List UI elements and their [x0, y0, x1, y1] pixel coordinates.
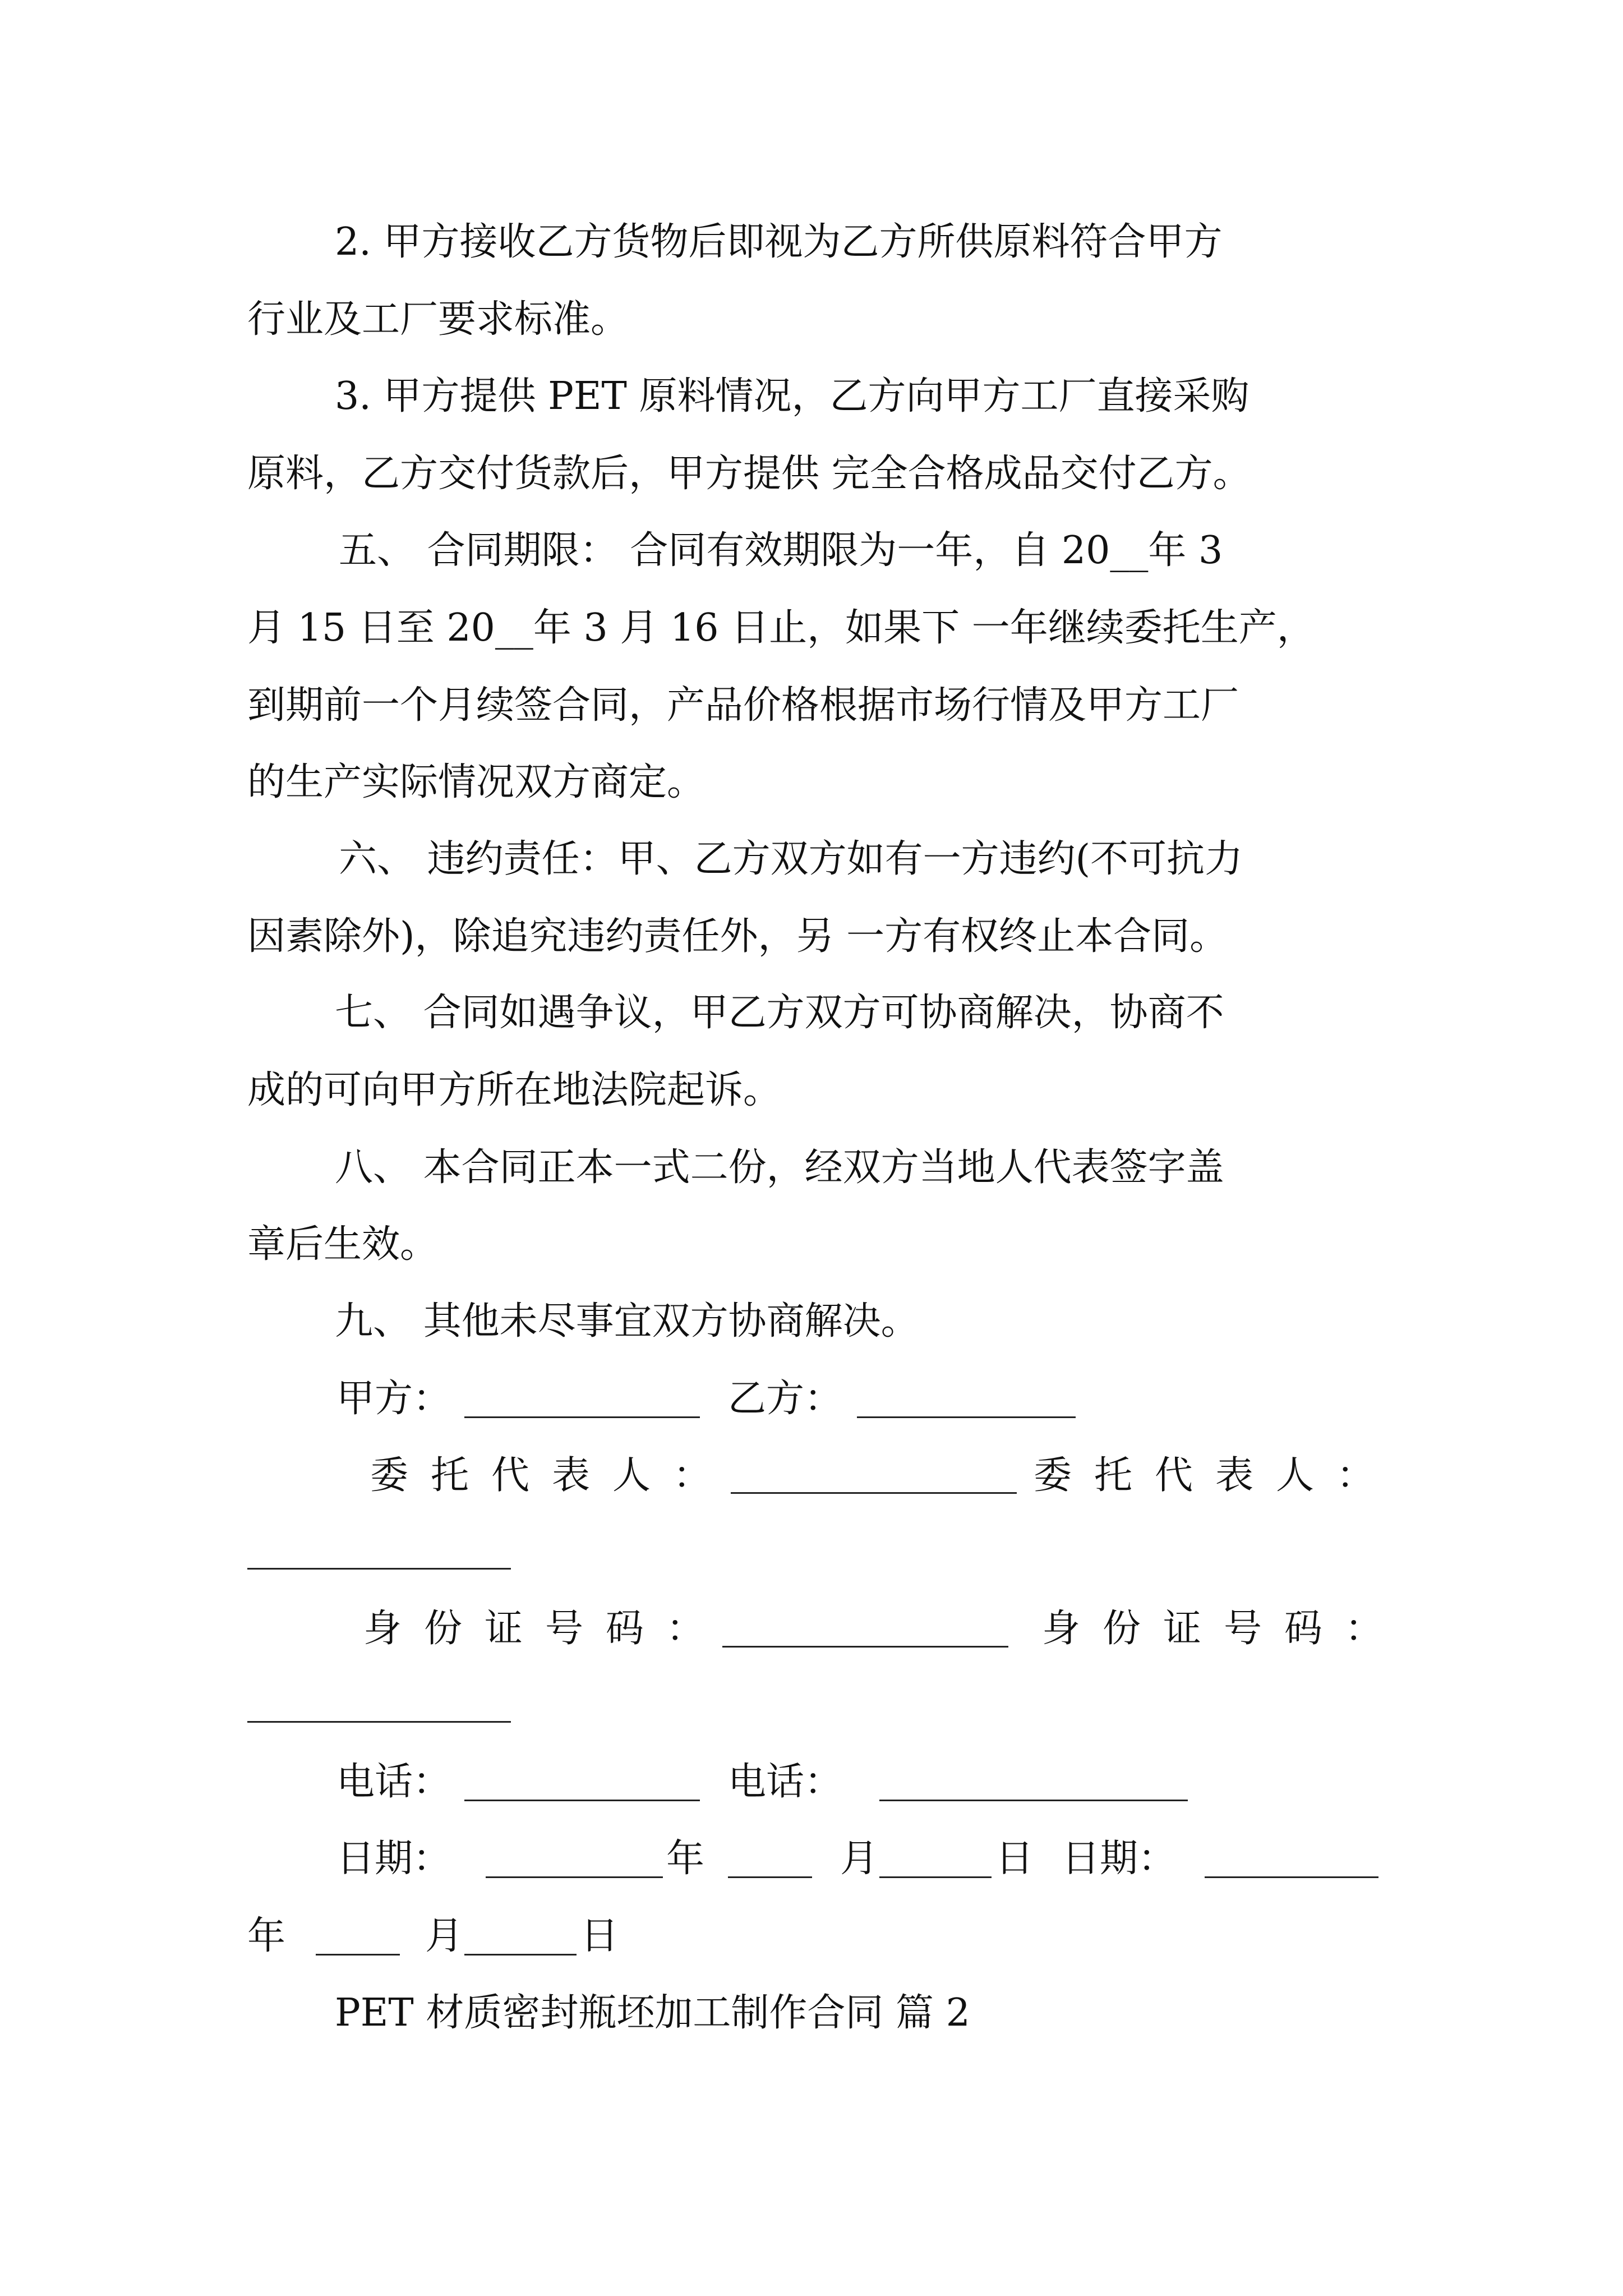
item-3-line-2: 原料，乙方交付货款后，甲方提供 完全合格成品交付乙方。 [247, 452, 1251, 496]
phone-label-b: 电话： [728, 1760, 843, 1804]
date-b-day: 日 [580, 1914, 619, 1958]
section-7-line-1: 七、 合同如遇争议，甲乙方双方可协商解决，协商不 [335, 991, 1224, 1035]
phone-a-blank [464, 1800, 700, 1801]
phone-label-a: 电话： [336, 1760, 451, 1804]
section-5-line-1: 五、 合同期限： 合同有效期限为一年，自 20__年 3 [339, 528, 1223, 573]
item-2-line-1: 2. 甲方接收乙方货物后即视为乙方所供原料符合甲方 [335, 220, 1223, 264]
date-a-year: 年 [666, 1837, 705, 1881]
date-a-month: 月 [840, 1837, 879, 1881]
date-a-day: 日 [995, 1837, 1034, 1881]
party-a-label: 甲方： [336, 1377, 451, 1421]
date-b-month-blank [316, 1954, 400, 1955]
item-2-line-2: 行业及工厂要求标准。 [247, 297, 629, 342]
item-3-line-1: 3. 甲方提供 PET 原料情况，乙方向甲方工厂直接采购 [335, 374, 1249, 418]
date-a-day-blank [879, 1876, 992, 1878]
phone-b-blank [879, 1800, 1188, 1801]
date-b-day-blank [464, 1954, 577, 1955]
id-label-a: 身份证号码： [363, 1607, 727, 1651]
section-7-line-2: 成的可向甲方所在地法院起诉。 [247, 1068, 782, 1112]
section-9-line-1: 九、 其他未尽事宜双方协商解决。 [335, 1299, 919, 1343]
date-b-year: 年 [247, 1914, 286, 1958]
date-label-a: 日期： [336, 1837, 451, 1881]
rep-label-b: 委托代表人： [1034, 1453, 1398, 1498]
section-8-line-1: 八、 本合同正本一式二份，经双方当地人代表签字盖 [335, 1145, 1224, 1190]
next-contract-title: PET 材质密封瓶坯加工制作合同 篇 2 [335, 1991, 970, 2035]
party-b-label: 乙方： [728, 1377, 843, 1421]
date-b-year-blank [1205, 1876, 1378, 1878]
section-5-line-2: 月 15 日至 20__年 3 月 16 日止，如果下 一年继续委托生产， [247, 606, 1315, 650]
id-b-blank [247, 1721, 511, 1723]
party-b-blank [857, 1416, 1076, 1418]
date-b-month: 月 [425, 1914, 464, 1958]
section-8-line-2: 章后生效。 [247, 1222, 439, 1267]
rep-a-blank [731, 1492, 1017, 1494]
date-a-month-blank [728, 1876, 812, 1878]
id-a-blank [722, 1646, 1008, 1648]
party-a-blank [464, 1416, 700, 1418]
date-a-year-blank [486, 1876, 663, 1878]
rep-label-a: 委托代表人： [370, 1453, 734, 1498]
section-5-line-3: 到期前一个月续签合同，产品价格根据市场行情及甲方工厂 [247, 683, 1239, 728]
date-label-b: 日期： [1062, 1837, 1177, 1881]
id-label-b: 身份证号码： [1042, 1607, 1406, 1651]
section-5-line-4: 的生产实际情况双方商定。 [247, 760, 706, 804]
section-6-line-2: 因素除外)，除追究违约责任外，另 一方有权终止本合同。 [247, 914, 1228, 959]
rep-b-blank [247, 1568, 511, 1570]
section-6-line-1: 六、 违约责任：甲、乙方双方如有一方违约(不可抗力 [339, 837, 1243, 881]
